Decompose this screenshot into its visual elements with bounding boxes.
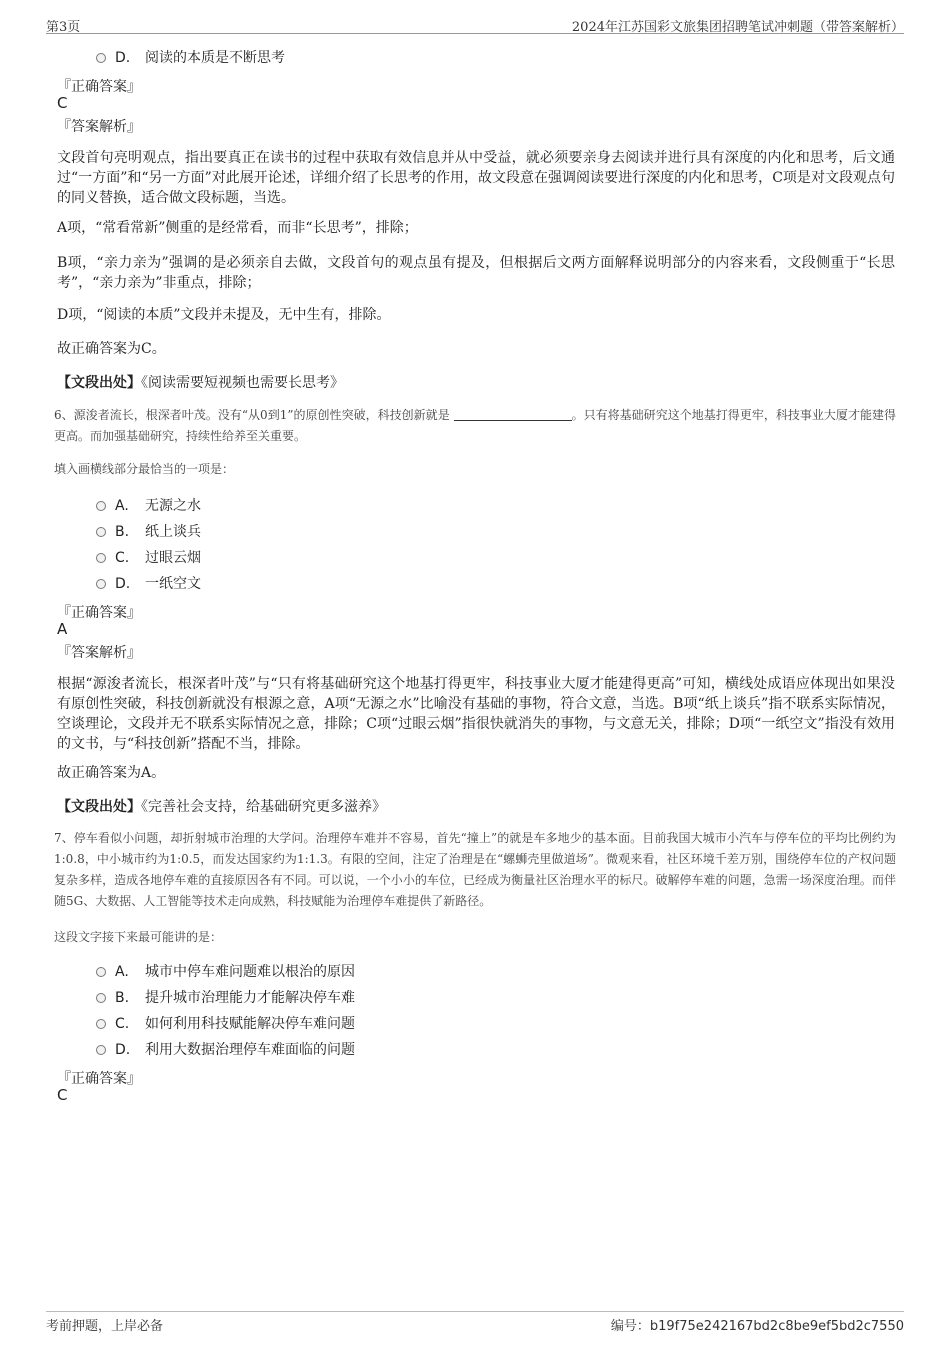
q7-prompt: 这段文字接下来最可能讲的是： [54, 930, 223, 944]
correct-answer-label: 『正确答案』 [57, 605, 141, 621]
page-footer [46, 1311, 904, 1335]
q6-option-c[interactable]: C. 过眼云烟 [96, 547, 201, 567]
source-title: 《阅读需要短视频也需要长思考》 [141, 375, 344, 391]
q6-option-d[interactable]: D. 一纸空文 [96, 573, 201, 593]
q6-prompt: 填入画横线部分最恰当的一项是： [54, 462, 235, 476]
document-title: 2024年江苏国彩文旅集团招聘笔试冲刺题（带答案解析） [571, 20, 904, 35]
fill-blank [454, 409, 572, 421]
q5-answer: C [57, 94, 68, 112]
q6-analysis-2: 故正确答案为A。 [57, 765, 166, 781]
q7-option-d[interactable]: D. 利用大数据治理停车难面临的问题 [96, 1039, 355, 1059]
q7-option-a[interactable]: A. 城市中停车难问题难以根治的原因 [96, 961, 355, 981]
q5-analysis-3: B项，“亲力亲为”强调的是必须亲自去做，文段首句的观点虽有提及，但根据后文两方面解释说明部分的内容来看，文段侧重于“长思考”，“亲力亲为”非重点，排除； [57, 255, 895, 291]
radio-icon[interactable] [96, 1019, 106, 1029]
q6-option-a[interactable]: A. 无源之水 [96, 495, 201, 515]
q5-source [57, 372, 344, 392]
q6-answer: A [57, 620, 68, 638]
correct-answer-label: 『正确答案』 [57, 79, 141, 95]
q7-stem: 7、停车看似小问题，却折射城市治理的大学问。治理停车难并不容易，首先“撞上”的就是车多地少的基本面。目前我国大城市小汽车与停车位的平均比例约为1:0.8，中小城市约为1:0.5，而发达国家约为1:1.3。有限的空间，注定了治理是在“螺蛳壳里做道场”。微观来看，社区环境千差万别，围绕停车位的产权问题复杂多样，造成各地停车难的直接原因各有不同。可以说，一个小小的车位，已经成为衡量社区治理水平的标尺。破解停车难的问题，急需一场深度治理。而伴随5G、大数据、人工智能等技术走向成熟，科技赋能为治理停车难提供了新路径。 [54, 831, 896, 908]
correct-answer-label: 『正确答案』 [57, 1071, 141, 1087]
radio-icon[interactable] [96, 579, 106, 589]
q5-analysis-5: 故正确答案为C。 [57, 341, 166, 357]
q6-stem: 6、源浚者流长，根深者叶茂。没有“从0到1”的原创性突破，科技创新就是 。只有将基础研究这个地基打得更牢，科技事业大厦才能建得更高。而加强基础研究，持续性给养至关重要。 [54, 408, 896, 443]
q6-option-b[interactable]: B. 纸上谈兵 [96, 521, 201, 541]
radio-icon[interactable] [96, 967, 106, 977]
analysis-label: 『答案解析』 [57, 645, 141, 661]
radio-icon[interactable] [96, 993, 106, 1003]
q5-analysis-4: D项，“阅读的本质”文段并未提及，无中生有，排除。 [57, 307, 391, 323]
page-number: 第3页 [46, 20, 81, 35]
q6-analysis-1: 根据“源浚者流长，根深者叶茂”与“只有将基础研究这个地基打得更牢，科技事业大厦才能建得更高”可知，横线处成语应体现出如果没有原创性突破，科技创新就没有根源之意，A项“无源之水”比喻没有基础的事物，符合文意，当选。B项“纸上谈兵”指不联系实际情况，空谈理论，文段并无不联系实际情况之意，排除；C项“过眼云烟”指很快就消失的事物，与文意无关，排除；D项“一纸空文”指没有效用的文书，与“科技创新”搭配不当，排除。 [57, 676, 895, 752]
analysis-label: 『答案解析』 [57, 119, 141, 135]
source-label: 【文段出处】 [57, 375, 141, 391]
source-title: 《完善社会支持，给基础研究更多滋养》 [141, 799, 386, 815]
radio-icon[interactable] [96, 553, 106, 563]
page-header [46, 16, 904, 34]
document-code: 编号：b19f75e242167bd2c8be9ef5bd2c7550 [610, 1319, 904, 1334]
q5-analysis-1: 文段首句亮明观点，指出要真正在读书的过程中获取有效信息并从中受益，就必须要亲身去阅读并进行具有深度的内化和思考，后文通过“一方面”和“另一方面”对此展开论述，详细介绍了长思考的作用，故文段意在强调阅读要进行深度的内化和思考，C项是对文段观点句的同义替换，适合做文段标题，当选。 [57, 150, 895, 206]
radio-icon[interactable] [96, 53, 106, 63]
q5-option-d[interactable]: D. 阅读的本质是不断思考 [96, 47, 285, 67]
q7-option-c[interactable]: C. 如何利用科技赋能解决停车难问题 [96, 1013, 355, 1033]
source-label: 【文段出处】 [57, 799, 141, 815]
q5-analysis-2: A项，“常看常新”侧重的是经常看，而非“长思考”，排除； [57, 220, 418, 236]
radio-icon[interactable] [96, 501, 106, 511]
footer-slogan: 考前押题，上岸必备 [46, 1319, 164, 1334]
radio-icon[interactable] [96, 527, 106, 537]
radio-icon[interactable] [96, 1045, 106, 1055]
q7-answer: C [57, 1086, 68, 1104]
q7-option-b[interactable]: B. 提升城市治理能力才能解决停车难 [96, 987, 355, 1007]
q6-source [57, 796, 386, 816]
